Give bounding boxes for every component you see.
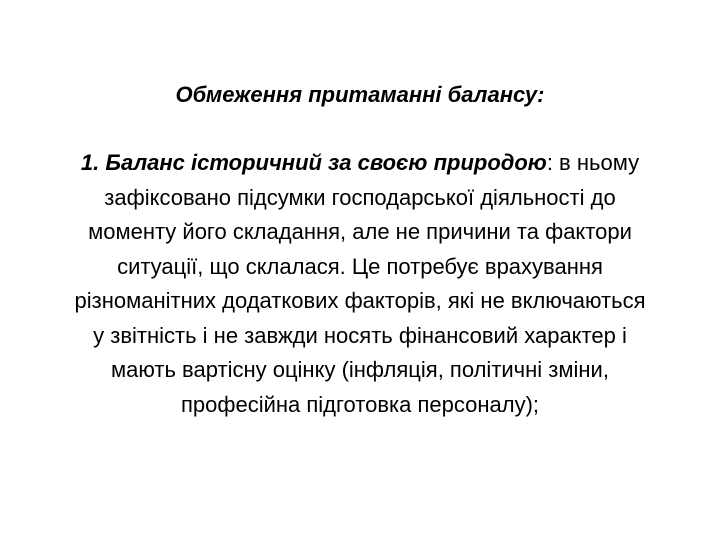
point-text: : в ньому зафіксовано підсумки господарської діяльності до моменту його складання, але не причини та фактори ситуації, що склалася. Це потребує врахування різноманітних додаткових факторів, які не включаються у звітність і не завжди носять фінансовий характер і мають вартісну оцінку (інфляція, політичні зміни, професійна підготовка персоналу); [74, 150, 646, 417]
point-heading: 1. Баланс історичний за своєю природою [80, 150, 547, 175]
slide-title: Обмеження притаманні балансу: [175, 82, 545, 107]
slide-body [68, 146, 652, 422]
